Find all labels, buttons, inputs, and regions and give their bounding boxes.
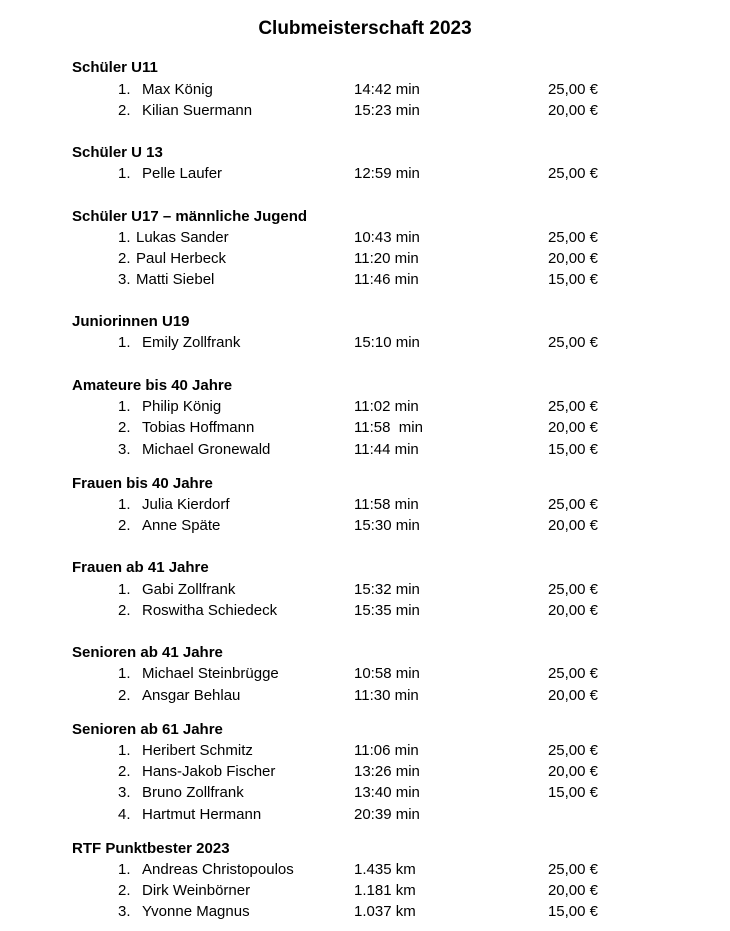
result-time: 10:43 min (354, 229, 420, 246)
rank: 2. (118, 602, 131, 619)
rank: 1. (118, 81, 131, 98)
rank: 2. (118, 687, 131, 704)
result-time: 15:30 min (354, 517, 420, 534)
result-time: 12:59 min (354, 165, 420, 182)
participant-name: Philip König (142, 398, 222, 415)
prize-amount: 20,00 € (547, 517, 598, 534)
result-row (0, 742, 730, 762)
result-distance: 1.181 km (354, 882, 416, 899)
section-heading: Schüler U 13 (72, 144, 163, 161)
section-heading: Senioren ab 61 Jahre (72, 721, 223, 738)
prize-amount: 25,00 € (547, 229, 598, 246)
rank: 2. (118, 419, 131, 436)
rank: 2. (118, 250, 131, 267)
rank: 1. (118, 665, 131, 682)
prize-amount: 15,00 € (547, 271, 598, 288)
result-time: 11:20 min (354, 250, 419, 267)
participant-name: Roswitha Schiedeck (142, 602, 278, 619)
participant-name: Andreas Christopoulos (142, 861, 294, 878)
result-row (0, 81, 730, 101)
page-title: Clubmeisterschaft 2023 (258, 18, 472, 39)
result-row (0, 581, 730, 601)
participant-name: Kilian Suermann (142, 102, 253, 119)
result-time: 11:58 min (354, 496, 419, 513)
section-heading: Frauen ab 41 Jahre (72, 559, 209, 576)
result-time: 20:39 min (354, 806, 420, 823)
participant-name: Yvonne Magnus (142, 903, 250, 920)
prize-amount: 25,00 € (547, 742, 598, 759)
result-time: 11:06 min (354, 742, 419, 759)
participant-name: Hans-Jakob Fischer (142, 763, 276, 780)
result-row (0, 229, 730, 249)
result-time: 15:10 min (354, 334, 420, 351)
result-time: 14:42 min (354, 81, 420, 98)
section-heading: Juniorinnen U19 (72, 313, 190, 330)
prize-amount: 20,00 € (547, 250, 598, 267)
result-distance: 1.435 km (354, 861, 416, 878)
participant-name: Dirk Weinbörner (142, 882, 251, 899)
result-row (0, 806, 730, 826)
section-heading: Schüler U11 (72, 59, 158, 76)
result-row (0, 419, 730, 439)
participant-name: Lukas Sander (136, 229, 229, 246)
section-heading: Senioren ab 41 Jahre (72, 644, 223, 661)
prize-amount: 25,00 € (547, 165, 598, 182)
result-row (0, 602, 730, 622)
rank: 1. (118, 496, 131, 513)
result-row (0, 271, 730, 291)
prize-amount: 20,00 € (547, 602, 598, 619)
result-row (0, 882, 730, 902)
result-time: 11:30 min (354, 687, 419, 704)
result-row (0, 763, 730, 783)
result-row (0, 517, 730, 537)
result-row (0, 496, 730, 516)
prize-amount: 15,00 € (547, 784, 598, 801)
prize-amount: 25,00 € (547, 496, 598, 513)
participant-name: Michael Steinbrügge (142, 665, 279, 682)
rank: 1. (118, 229, 131, 246)
prize-amount: 25,00 € (547, 398, 598, 415)
prize-amount: 25,00 € (547, 334, 598, 351)
result-row (0, 687, 730, 707)
rank: 2. (118, 763, 131, 780)
result-row (0, 102, 730, 122)
result-time: 15:23 min (354, 102, 420, 119)
result-row (0, 665, 730, 685)
section-heading: Frauen bis 40 Jahre (72, 475, 213, 492)
result-row (0, 398, 730, 418)
rank: 1. (118, 165, 131, 182)
prize-amount: 15,00 € (547, 441, 598, 458)
participant-name: Paul Herbeck (136, 250, 227, 267)
prize-amount: 20,00 € (547, 419, 598, 436)
rank: 1. (118, 398, 131, 415)
rank: 2. (118, 882, 131, 899)
prize-amount: 25,00 € (547, 665, 598, 682)
result-time: 11:44 min (354, 441, 419, 458)
participant-name: Hartmut Hermann (142, 806, 262, 823)
result-time: 15:35 min (354, 602, 420, 619)
rank: 3. (118, 271, 131, 288)
result-row (0, 165, 730, 185)
participant-name: Bruno Zollfrank (142, 784, 244, 801)
section-heading: Schüler U17 – männliche Jugend (72, 208, 308, 225)
prize-amount: 20,00 € (547, 687, 598, 704)
rank: 1. (118, 861, 131, 878)
result-row (0, 250, 730, 270)
result-time: 11:02 min (354, 398, 419, 415)
participant-name: Julia Kierdorf (142, 496, 230, 513)
participant-name: Emily Zollfrank (142, 334, 241, 351)
rank: 3. (118, 784, 131, 801)
participant-name: Matti Siebel (136, 271, 215, 288)
result-row (0, 441, 730, 461)
result-time: 13:26 min (354, 763, 420, 780)
result-time: 11:46 min (354, 271, 419, 288)
participant-name: Max König (142, 81, 213, 98)
result-row (0, 784, 730, 804)
rank: 1. (118, 742, 131, 759)
result-time: 15:32 min (354, 581, 420, 598)
result-time: 10:58 min (354, 665, 420, 682)
participant-name: Heribert Schmitz (142, 742, 253, 759)
result-row (0, 861, 730, 881)
rank: 3. (118, 441, 131, 458)
prize-amount: 15,00 € (547, 903, 598, 920)
prize-amount: 25,00 € (547, 581, 598, 598)
result-time: 11:58 min (354, 419, 423, 436)
prize-amount: 20,00 € (547, 102, 598, 119)
rank: 1. (118, 581, 131, 598)
rank: 2. (118, 517, 131, 534)
participant-name: Anne Späte (142, 517, 221, 534)
participant-name: Michael Gronewald (142, 441, 271, 458)
participant-name: Gabi Zollfrank (142, 581, 236, 598)
participant-name: Tobias Hoffmann (142, 419, 255, 436)
participant-name: Ansgar Behlau (142, 687, 241, 704)
prize-amount: 20,00 € (547, 882, 598, 899)
result-row (0, 903, 730, 923)
result-distance: 1.037 km (354, 903, 416, 920)
result-time: 13:40 min (354, 784, 420, 801)
result-row (0, 334, 730, 354)
rank: 3. (118, 903, 131, 920)
rank: 2. (118, 102, 131, 119)
prize-amount: 20,00 € (547, 763, 598, 780)
section-heading: Amateure bis 40 Jahre (72, 377, 233, 394)
rank: 4. (118, 806, 131, 823)
section-heading: RTF Punktbester 2023 (72, 840, 230, 857)
prize-amount: 25,00 € (547, 861, 598, 878)
prize-amount: 25,00 € (547, 81, 598, 98)
rank: 1. (118, 334, 131, 351)
participant-name: Pelle Laufer (142, 165, 223, 182)
